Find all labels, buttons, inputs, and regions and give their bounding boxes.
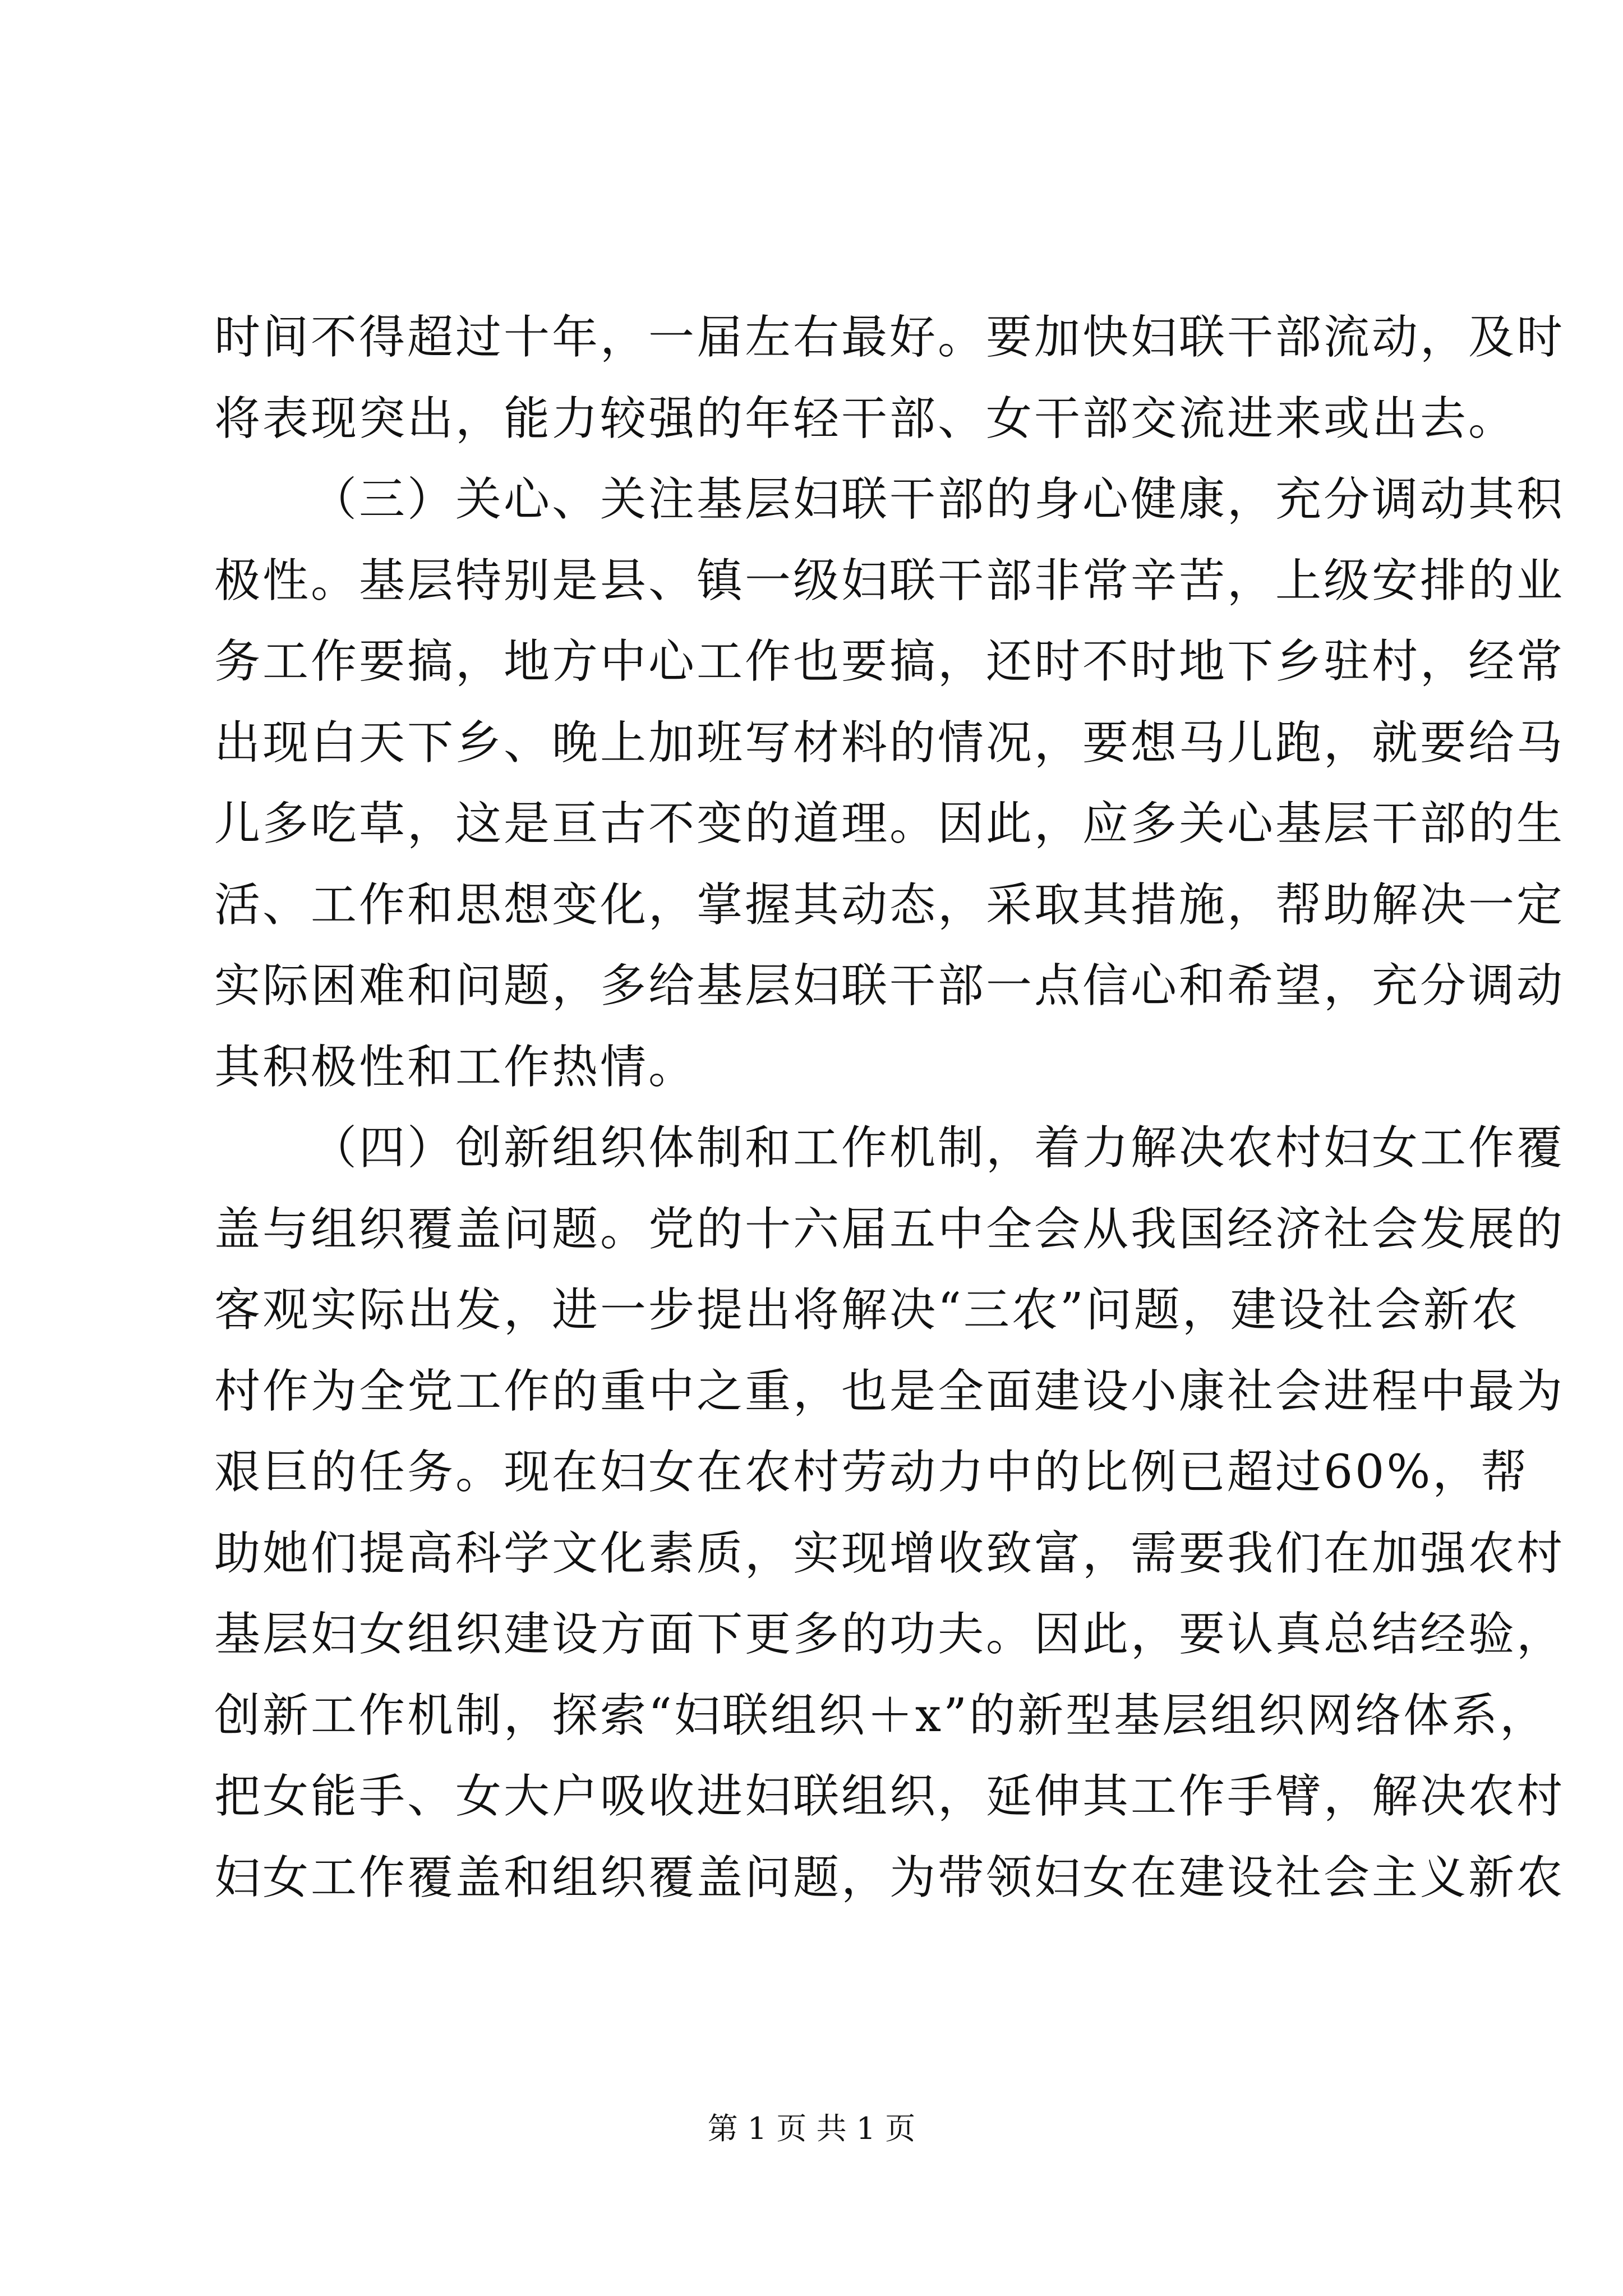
text-line: 活、工作和思想变化，掌握其动态，采取其措施，帮助解决一定 bbox=[214, 878, 1565, 932]
paragraph-start-line: （三）关心、关注基层妇联干部的身心健康，充分调动其积 bbox=[311, 473, 1565, 526]
text-line: 极性。基层特别是县、镇一级妇联干部非常辛苦，上级安排的业 bbox=[214, 554, 1565, 608]
text-line: 盖与组织覆盖问题。党的十六届五中全会从我国经济社会发展的 bbox=[214, 1202, 1565, 1256]
text-line: 出现白天下乡、晚上加班写材料的情况，要想马儿跑，就要给马 bbox=[214, 716, 1565, 770]
text-line: 助她们提高科学文化素质，实现增收致富，需要我们在加强农村 bbox=[214, 1526, 1565, 1580]
text-line: 时间不得超过十年，一届左右最好。要加快妇联干部流动，及时 bbox=[214, 311, 1565, 364]
paragraph-start-line: （四）创新组织体制和工作机制，着力解决农村妇女工作覆 bbox=[311, 1121, 1565, 1175]
text-line: 儿多吃草，这是亘古不变的道理。因此，应多关心基层干部的生 bbox=[214, 797, 1565, 850]
text-line: 基层妇女组织建设方面下更多的功夫。因此，要认真总结经验， bbox=[214, 1608, 1565, 1661]
text-line: 把女能手、女大户吸收进妇联组织，延伸其工作手臂，解决农村 bbox=[214, 1770, 1565, 1823]
text-line: 创新工作机制，探索“妇联组织＋x”的新型基层组织网络体系， bbox=[214, 1688, 1548, 1742]
text-line: 实际困难和问题，多给基层妇联干部一点信心和希望，充分调动 bbox=[214, 959, 1565, 1013]
text-line: 其积极性和工作热情。 bbox=[214, 1040, 697, 1094]
body-text bbox=[214, 297, 1565, 1918]
text-line: 客观实际出发，进一步提出将解决“三农”问题，建设社会新农 bbox=[214, 1283, 1520, 1337]
text-line: 将表现突出，能力较强的年轻干部、女干部交流进来或出去。 bbox=[214, 392, 1517, 445]
page-number-footer: 第 1 页 共 1 页 bbox=[707, 2111, 916, 2146]
text-line: 艰巨的任务。现在妇女在农村劳动力中的比例已超过60%，帮 bbox=[214, 1446, 1529, 1499]
text-line: 妇女工作覆盖和组织覆盖问题，为带领妇女在建设社会主义新农 bbox=[214, 1851, 1565, 1904]
text-line: 务工作要搞，地方中心工作也要搞，还时不时地下乡驻村，经常 bbox=[214, 635, 1565, 688]
text-line: 村作为全党工作的重中之重，也是全面建设小康社会进程中最为 bbox=[214, 1364, 1565, 1418]
